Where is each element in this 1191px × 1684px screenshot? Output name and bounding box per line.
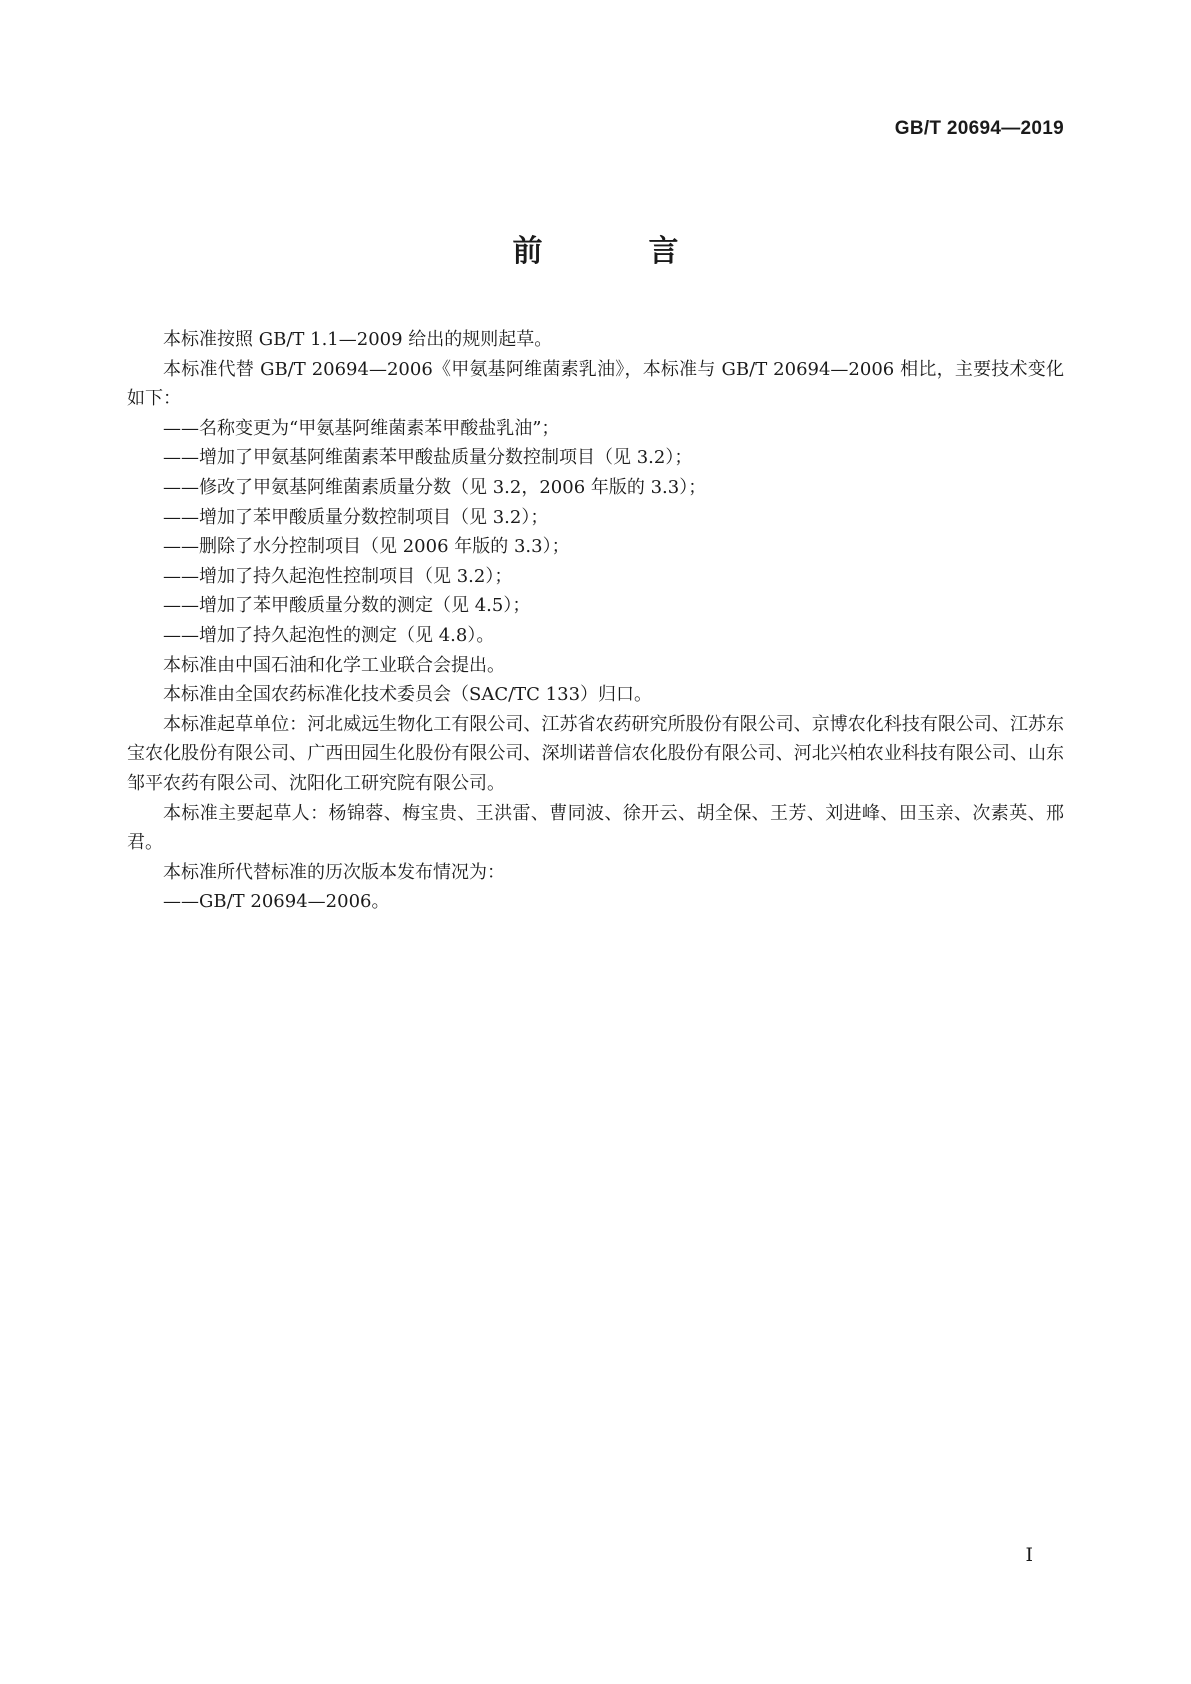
change-item: ——修改了甲氨基阿维菌素质量分数（见 3.2，2006 年版的 3.3）； <box>163 476 707 498</box>
change-item: ——名称变更为“甲氨基阿维菌素苯甲酸盐乳油”； <box>163 417 560 439</box>
change-item: ——删除了水分控制项目（见 2006 年版的 3.3）； <box>163 536 570 558</box>
paragraph-centralized: 本标准由全国农药标准化技术委员会（SAC/TC 133）归口。 <box>163 684 653 706</box>
foreword-body <box>127 325 1064 917</box>
page-number: I <box>1025 1544 1033 1566</box>
change-item: ——增加了甲氨基阿维菌素苯甲酸盐质量分数控制项目（见 3.2）； <box>163 447 693 469</box>
change-item: ——增加了持久起泡性控制项目（见 3.2）； <box>163 565 513 587</box>
paragraph-proposer: 本标准由中国石油和化学工业联合会提出。 <box>163 654 505 676</box>
change-item: ——增加了苯甲酸质量分数控制项目（见 3.2）； <box>163 506 549 528</box>
paragraph-drafters: 本标准主要起草人：杨锦蓉、梅宝贵、王洪雷、曹同波、徐开云、胡全保、王芳、刘进峰、田玉亲、次素英、邢君。 <box>127 802 1064 854</box>
change-item: ——增加了苯甲酸质量分数的测定（见 4.5）； <box>163 595 531 617</box>
paragraph-drafting-rules: 本标准按照 GB/T 1.1—2009 给出的规则起草。 <box>163 329 553 350</box>
paragraph-history-intro: 本标准所代替标准的历次版本发布情况为： <box>163 861 505 883</box>
paragraph-replacement: 本标准代替 GB/T 20694—2006《甲氨基阿维菌素乳油》，本标准与 GB/T 20694—2006 相比，主要技术变化如下： <box>127 358 1064 410</box>
history-item: ——GB/T 20694—2006。 <box>163 891 390 913</box>
change-item: ——增加了持久起泡性的测定（见 4.8）。 <box>163 624 495 646</box>
standard-code: GB/T 20694—2019 <box>894 118 1064 139</box>
page-title: 前 言 <box>512 234 717 269</box>
paragraph-drafting-units: 本标准起草单位：河北威远生物化工有限公司、江苏省农药研究所股份有限公司、京博农化科技有限公司、江苏东宝农化股份有限公司、广西田园生化股份有限公司、深圳诺普信农化股份有限公司、河北兴柏农业科技有限公司、山东邹平农药有限公司、沈阳化工研究院有限公司。 <box>127 713 1064 794</box>
